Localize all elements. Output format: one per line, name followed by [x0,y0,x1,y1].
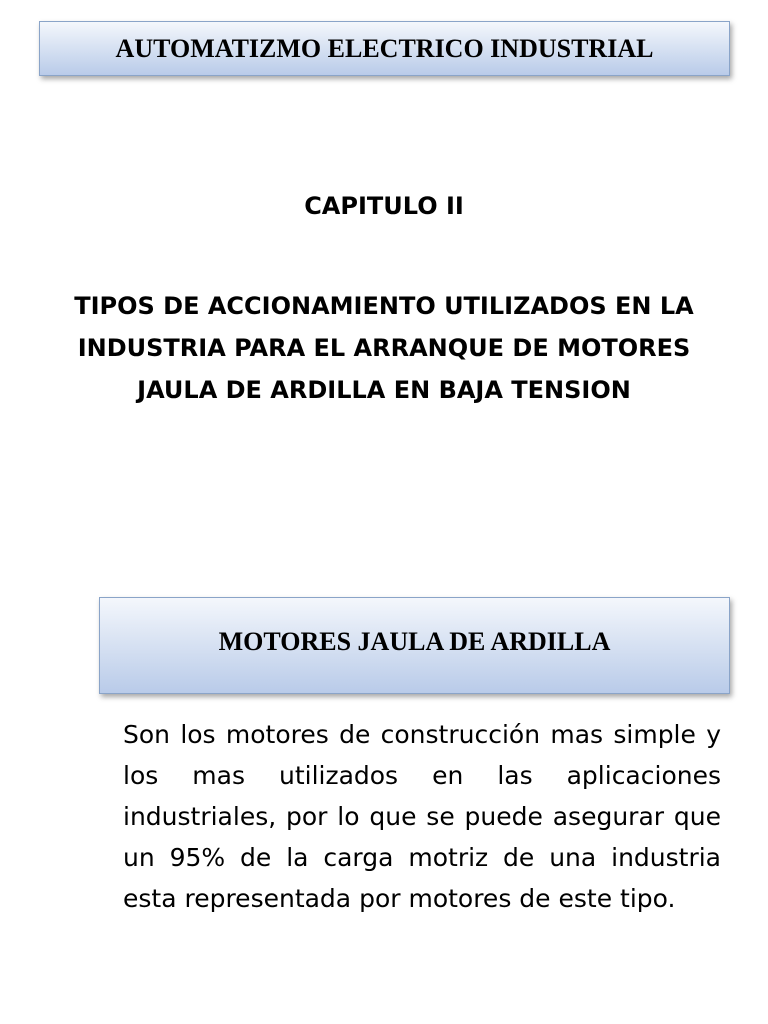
chapter-label: CAPITULO II [304,192,464,220]
header-banner [39,21,730,76]
chapter-subtitle: TIPOS DE ACCIONAMIENTO UTILIZADOS EN LA INDUSTRIA PARA EL ARRANQUE DE MOTORES JAULA DE ARDILLA EN BAJA TENSION [74,292,694,404]
section-banner [99,597,730,694]
section-body: Son los motores de construcción mas simple y los mas utilizados en las aplicaciones industriales, por lo que se puede asegurar que un 95% de la carga motriz de una industria esta representada por motores de este tipo. [123,720,721,913]
header-title: AUTOMATIZMO ELECTRICO INDUSTRIAL [115,33,654,63]
section-title: MOTORES JAULA DE ARDILLA [218,626,611,656]
